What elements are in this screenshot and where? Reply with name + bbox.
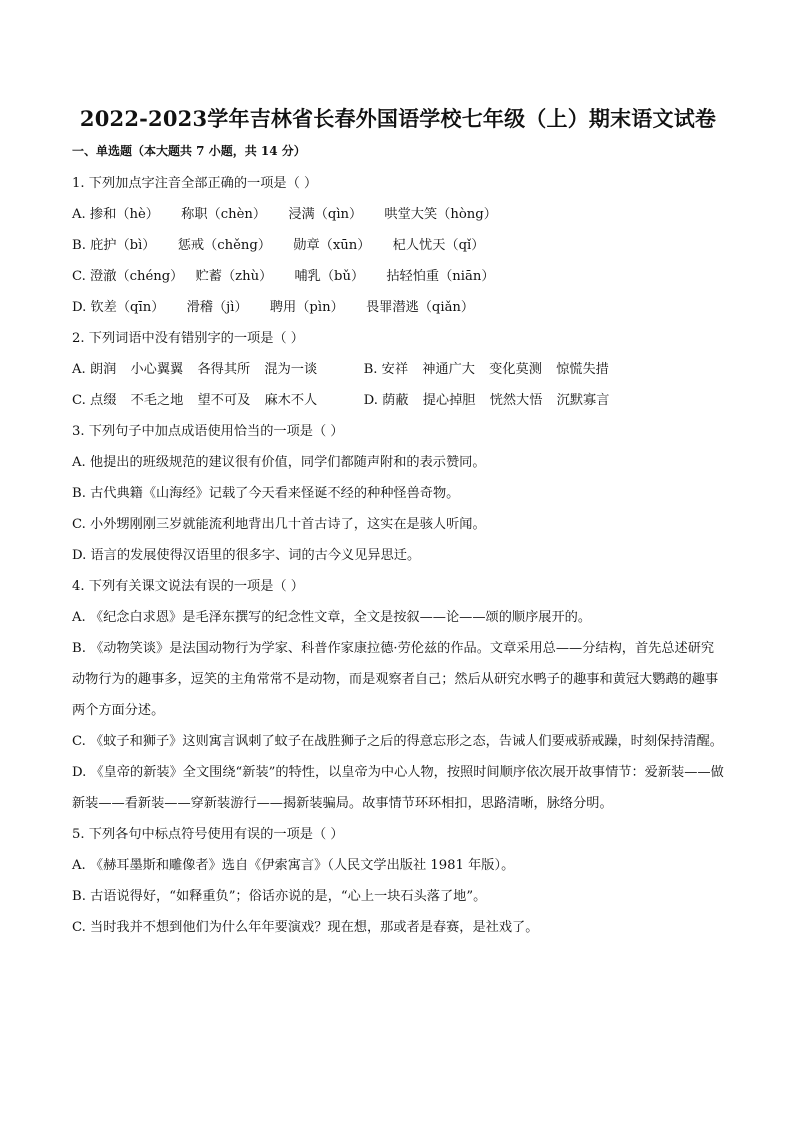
question-5 [72, 819, 724, 943]
option-part: 小心翼翼 [130, 362, 184, 377]
question-1-option-a[interactable] [72, 199, 724, 230]
option-part: 沉默寡言 [556, 393, 610, 408]
option-part: 提心掉胆 [422, 393, 476, 408]
question-2-options-cd [72, 385, 724, 416]
question-5-option-a[interactable]: A. 《赫耳墨斯和雕像者》选自《伊索寓言》（人民文学出版社 1981 年版）。 [72, 858, 515, 873]
question-3-option-a[interactable]: A. 他提出的班级规范的建议很有价值，同学们都随声附和的表示赞同。 [72, 455, 486, 470]
question-4-option-a[interactable]: A. 《纪念白求恩》是毛泽东撰写的纪念性文章，全文是按叙——论——颂的顺序展开的。 [72, 610, 592, 625]
option-part: B. 安祥 [363, 362, 409, 377]
question-2-option-b[interactable] [364, 362, 619, 377]
option-part: 各得其所 [197, 362, 251, 377]
option-part: A. 掺和（hè） [72, 207, 159, 222]
page-title: 2022-2023学年吉林省长春外国语学校七年级（上）期末语文试卷 [79, 106, 717, 131]
question-1-option-d[interactable] [72, 292, 724, 323]
option-part: 恍然大悟 [489, 393, 543, 408]
question-3-option-b[interactable]: B. 古代典籍《山海经》记载了今天看来怪诞不经的种种怪兽奇物。 [72, 486, 460, 501]
question-3 [72, 416, 724, 571]
question-1 [72, 168, 724, 323]
option-part: 望不可及 [197, 393, 251, 408]
question-5-option-c[interactable]: C. 当时我并不想到他们为什么年年要演戏？现在想，那或者是春赛，是社戏了。 [72, 920, 539, 935]
option-part: 惩戒（chěng） [177, 238, 272, 253]
option-part: B. 庇护（bì） [72, 238, 156, 253]
option-part: 不毛之地 [130, 393, 184, 408]
option-part: C. 点缀 [72, 393, 117, 408]
question-2-stem: 2. 下列词语中没有错别字的一项是（ ） [72, 331, 304, 346]
option-part: 杞人忧天（qǐ） [392, 238, 485, 253]
option-part: D. 钦差（qīn） [72, 300, 165, 315]
question-4-option-d[interactable]: D. 《皇帝的新装》全文围绕“新装”的特性，以皇帝为中心人物，按照时间顺序依次展开故事情节：爱新装——做新装——看新装——穿新装游行——揭新装骗局。故事情节环环相扣，思路清晰，脉络分明。 [72, 765, 724, 811]
option-part: 聘用（pìn） [269, 300, 344, 315]
question-2-option-a[interactable] [72, 362, 331, 377]
option-part: 浸满（qìn） [288, 207, 363, 222]
question-2-option-c[interactable] [72, 393, 331, 408]
option-part: 变化莫测 [489, 362, 542, 377]
question-4 [72, 571, 724, 819]
question-1-option-b[interactable] [72, 230, 724, 261]
question-4-stem: 4. 下列有关课文说法有误的一项是（ ） [72, 579, 304, 594]
option-part: 惊慌失措 [556, 362, 609, 377]
option-part: 滑稽（jì） [186, 300, 248, 315]
option-part: 拈轻怕重（niān） [386, 269, 495, 284]
option-part: 畏罪潜逃（qiǎn） [365, 300, 475, 315]
question-2 [72, 323, 724, 416]
option-part: A. 朗润 [72, 362, 117, 377]
question-2-options-ab [72, 354, 724, 385]
option-part: C. 澄澈（chéng） [72, 269, 184, 284]
question-5-option-b[interactable]: B. 古语说得好，“如释重负”；俗话亦说的是，“心上一块石头落了地”。 [72, 889, 487, 904]
option-part: D. 荫蔽 [363, 393, 409, 408]
option-part: 哄堂大笑（hòng） [384, 207, 497, 222]
section-heading: 一、单选题（本大题共 7 小题，共 14 分） [72, 144, 306, 158]
question-1-option-c[interactable] [72, 261, 724, 292]
question-1-stem: 1. 下列加点字注音全部正确的一项是（ ） [72, 176, 318, 191]
question-5-stem: 5. 下列各句中标点符号使用有误的一项是（ ） [72, 827, 344, 842]
option-part: 称职（chèn） [181, 207, 267, 222]
question-3-option-d[interactable]: D. 语言的发展使得汉语里的很多字、词的古今义见异思迁。 [72, 548, 421, 563]
option-part: 勋章（xūn） [293, 238, 371, 253]
option-part: 贮蓄（zhù） [195, 269, 273, 284]
question-4-option-c[interactable]: C. 《蚊子和狮子》这则寓言讽刺了蚊子在战胜狮子之后的得意忘形之态，告诫人们要戒骄戒躁，时刻保持清醒。 [72, 734, 723, 749]
option-part: 混为一谈 [264, 362, 318, 377]
question-3-option-c[interactable]: C. 小外甥刚刚三岁就能流利地背出几十首古诗了，这实在是骇人听闻。 [72, 517, 486, 532]
option-part: 麻木不人 [264, 393, 318, 408]
option-part: 神通广大 [422, 362, 475, 377]
question-2-option-d[interactable] [364, 393, 620, 408]
question-3-stem: 3. 下列句子中加点成语使用恰当的一项是（ ） [72, 424, 344, 439]
question-4-option-b[interactable]: B. 《动物笑谈》是法国动物行为学家、科普作家康拉德·劳伦兹的作品。文章采用总——分结构，首先总述研究动物行为的趣事多，逗笑的主角常常不是动物，而是观察者自己；然后从研究水鸭子的趣事和黄冠大鹦鹉的趣事两个方面分述。 [72, 641, 719, 718]
option-part: 哺乳（bǔ） [294, 269, 365, 284]
